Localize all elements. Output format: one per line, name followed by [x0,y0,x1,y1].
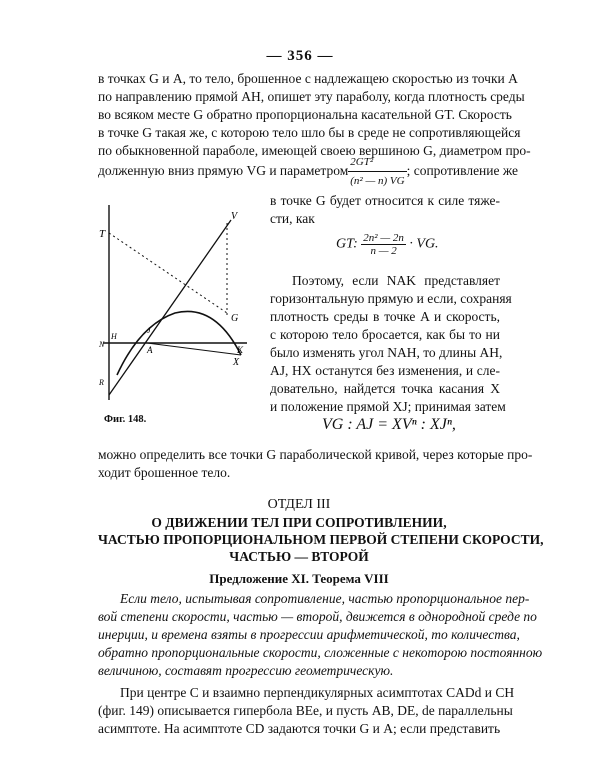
text-line: по обыкновенной параболе, имеющей своею вершиною G, диаметром про- [98,143,531,158]
section-title: ОТДЕЛ III [267,497,331,512]
formula-fraction [361,232,406,257]
text-line: можно определить все точки G параболической кривой, через которые про- [98,447,533,462]
label-h: H [111,332,117,341]
text-line: горизонтальную прямую и если, сохраняя [270,291,512,306]
section-subtitle-line: О ДВИЖЕНИИ ТЕЛ ПРИ СОПРОТИВЛЕНИИ, [151,515,447,530]
page-number: — 356 — [266,48,334,64]
text-line: во всяком месте G обратно пропорциональна касательной GT. Скорость [98,107,512,122]
label-k: K [237,345,244,355]
figure-148 [95,195,255,410]
param-text-before: долженную вниз прямую VG и параметром [98,163,349,178]
text-line: по направлению прямой AH, опишет эту параболу, когда плотность среды [98,89,525,104]
text-line: было изменять угол NAH, то длины AH, [270,345,503,360]
text-line: сти, как [270,211,315,226]
section-subtitle-line: ЧАСТЬЮ ПРОПОРЦИОНАЛЬНОМ ПЕРВОЙ СТЕПЕНИ СКОРОСТИ, [98,532,544,547]
theorem-line: величиною, составят прогрессию геометрическую. [98,663,394,678]
dotted-line-tg [109,233,227,313]
text-line: с которою тело бросается, как бы то ни [270,327,500,342]
text-line: в точках G и A, то тело, брошенное с надлежащею скоростью из точки A [98,71,518,86]
label-r: R [99,378,104,387]
figure-caption: Фиг. 148. [104,414,147,425]
tangent-line [109,220,231,395]
theorem-line: обратно пропорциональные скорости, сложенные с некоторою постоянною [98,645,543,660]
theorem-line: вой степени скорости, частью — второй, движется в однородной среде по [98,609,537,624]
theorem-line: инерции, и времена взяты в прогрессии арифметической, то количества, [98,627,520,642]
label-g: G [231,313,239,324]
label-a: A [147,345,153,355]
formula-frac-num: 2n² — 2n [363,232,404,244]
text-line: Поэтому, если NAK представляет [292,273,500,288]
text-line: ходит брошенное тело. [98,465,231,480]
formula-lhs: GT: [336,236,358,252]
label-x: X [233,357,240,368]
text-line: и положение прямой XJ; принимая затем [270,399,506,414]
label-j: J [147,326,151,335]
theorem-line: Если тело, испытывая сопротивление, частью пропорциональное пер- [120,591,530,606]
param-fraction [348,153,406,190]
proposition-heading: Предложение XI. Теорема VIII [209,571,389,586]
text-line: асимптоте. На асимптоте CD задаются точки G и A; если представить [98,721,501,736]
text-line: AJ, HX останутся без изменения, и сле- [270,363,500,378]
formula-resistance [336,232,439,257]
parabola-diagram [95,195,255,410]
param-frac-num: 2GT² [348,153,406,172]
text-line: (фиг. 149) описывается гипербола BEe, и пусть AB, DE, de параллельны [98,703,513,718]
param-frac-den: (n² — n) VG [350,174,405,187]
text-line: При центре C и взаимно перпендикулярных асимптотах CADd и CH [120,685,515,700]
text-line: в точке G такая же, с которою тело шло бы в среде не сопротивляющейся [98,125,521,140]
formula-proportion: VG : AJ = XVⁿ : XJⁿ, [322,416,456,433]
section-subtitle-line: ЧАСТЬЮ — ВТОРОЙ [229,549,369,564]
text-line: плотность среды в точке A и скорость, [270,309,500,324]
label-v: V [231,211,238,222]
param-line [98,155,519,187]
text-line: довательно, найдется точка касания X [270,381,500,396]
line-jx [147,343,241,355]
formula-rhs: · VG. [409,236,439,252]
label-t: T [99,228,106,240]
formula-frac-den: n — 2 [370,245,397,257]
label-n: N [99,340,105,349]
text-line: в точке G будет относится к силе тяже- [270,193,500,208]
param-text-after: ; сопротивление же [406,163,519,178]
